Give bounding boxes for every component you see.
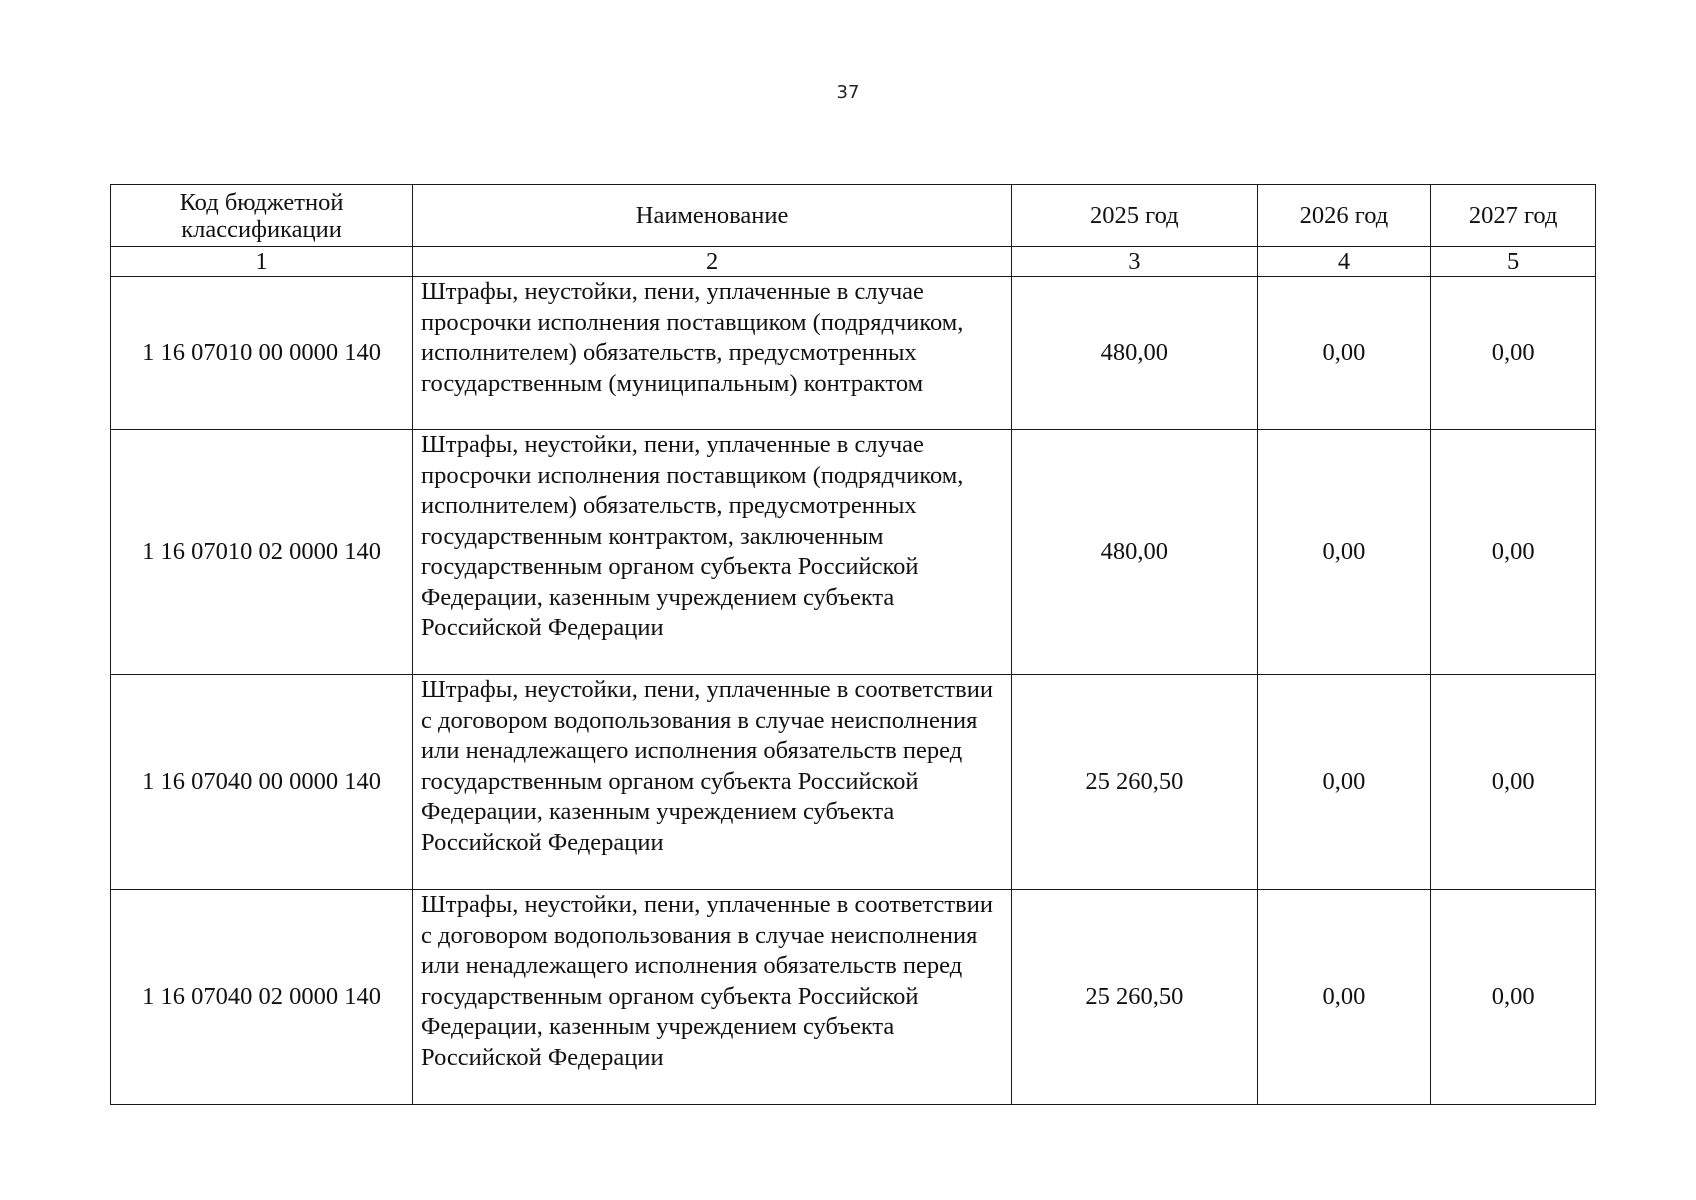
header-2025: 2025 год (1012, 185, 1257, 247)
header-2026: 2026 год (1257, 185, 1431, 247)
table-header-row (111, 185, 1596, 247)
header-2027: 2027 год (1431, 185, 1596, 247)
column-number: 1 (111, 247, 413, 277)
budget-code-cell: 1 16 07040 02 0000 140 (111, 890, 413, 1105)
column-number: 2 (413, 247, 1012, 277)
table-row (111, 890, 1596, 1105)
budget-table (110, 184, 1596, 1105)
value-2026-cell: 0,00 (1257, 277, 1431, 430)
value-2025-cell: 480,00 (1012, 430, 1257, 675)
value-2026-cell: 0,00 (1257, 890, 1431, 1105)
value-2025-cell: 480,00 (1012, 277, 1257, 430)
name-cell: Штрафы, неустойки, пени, уплаченные в случае просрочки исполнения поставщиком (подрядчиком, исполнителем) обязательств, предусмотренных государственным (муниципальным) контрактом (413, 277, 1012, 430)
header-name: Наименование (413, 185, 1012, 247)
header-code: Код бюджетной классификации (111, 185, 413, 247)
name-cell: Штрафы, неустойки, пени, уплаченные в соответствии с договором водопользования в случае неисполнения или ненадлежащего исполнения обязательств перед государственным органом субъекта Российской Федерации, казенным учреждением субъекта Российской Федерации (413, 890, 1012, 1105)
table-row (111, 430, 1596, 675)
value-2027-cell: 0,00 (1431, 277, 1596, 430)
column-number-row (111, 247, 1596, 277)
name-cell: Штрафы, неустойки, пени, уплаченные в случае просрочки исполнения поставщиком (подрядчиком, исполнителем) обязательств, предусмотренных государственным контрактом, заключенным государственным органом субъекта Российской Федерации, казенным учреждением субъекта Российской Федерации (413, 430, 1012, 675)
value-2027-cell: 0,00 (1431, 675, 1596, 890)
name-cell: Штрафы, неустойки, пени, уплаченные в соответствии с договором водопользования в случае неисполнения или ненадлежащего исполнения обязательств перед государственным органом субъекта Российской Федерации, казенным учреждением субъекта Российской Федерации (413, 675, 1012, 890)
value-2027-cell: 0,00 (1431, 430, 1596, 675)
value-2027-cell: 0,00 (1431, 890, 1596, 1105)
value-2025-cell: 25 260,50 (1012, 675, 1257, 890)
value-2025-cell: 25 260,50 (1012, 890, 1257, 1105)
table-row (111, 675, 1596, 890)
budget-code-cell: 1 16 07010 02 0000 140 (111, 430, 413, 675)
column-number: 5 (1431, 247, 1596, 277)
column-number: 4 (1257, 247, 1431, 277)
column-number: 3 (1012, 247, 1257, 277)
budget-code-cell: 1 16 07040 00 0000 140 (111, 675, 413, 890)
page-number: 37 (836, 82, 860, 103)
value-2026-cell: 0,00 (1257, 675, 1431, 890)
table-row (111, 277, 1596, 430)
value-2026-cell: 0,00 (1257, 430, 1431, 675)
budget-code-cell: 1 16 07010 00 0000 140 (111, 277, 413, 430)
